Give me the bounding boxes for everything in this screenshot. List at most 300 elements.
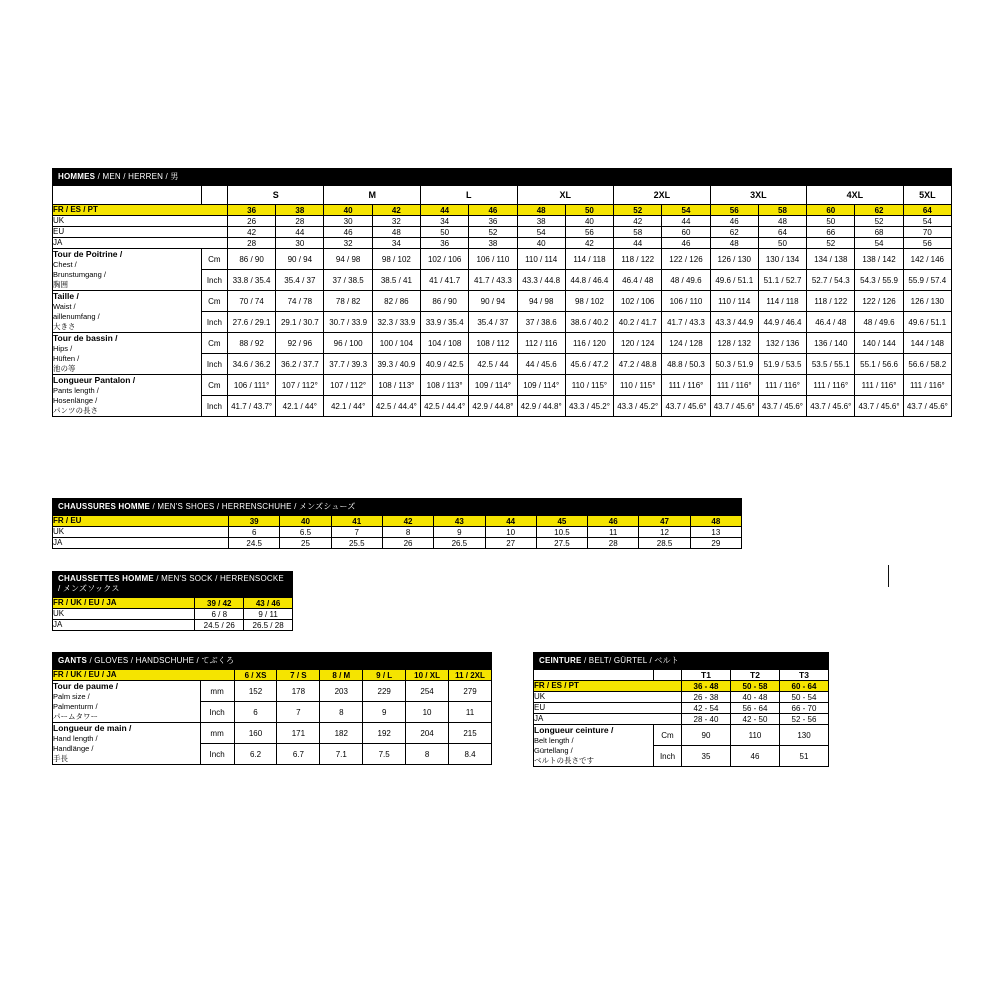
cell: 30 [276, 238, 324, 249]
cell: 32 [324, 238, 372, 249]
measure-sub: Brunstumgang / [53, 270, 106, 279]
cell: 50 [421, 227, 469, 238]
table-row [53, 527, 742, 538]
cell: 66 [807, 227, 855, 238]
men-fr-label: FR / ES / PT [53, 205, 228, 216]
cell: 90 [682, 725, 731, 746]
cell: 43.3 / 45.2° [614, 396, 662, 417]
men-row-label-ja: JA [53, 238, 228, 249]
cell: 107 / 112° [324, 375, 372, 396]
cell: 29 [690, 538, 741, 549]
cell: 86 / 90 [227, 249, 275, 270]
gloves-header-rest: / GLOVES / HANDSCHUHE / てぶくろ [89, 656, 235, 665]
socks-row-label-uk: UK [53, 609, 195, 620]
men-fr-8: 52 [614, 205, 662, 216]
shoes-table [52, 515, 742, 549]
cell: 44 [662, 216, 710, 227]
cell: 41.7 / 43.3 [469, 270, 517, 291]
cell: 54 [517, 227, 565, 238]
cell: 171 [277, 723, 320, 744]
cell: 55.9 / 57.4 [903, 270, 951, 291]
cell: 42 - 54 [682, 703, 731, 714]
cell: 122 / 126 [855, 291, 903, 312]
cell: 9 / L [363, 670, 406, 681]
cell: 114 / 118 [565, 249, 613, 270]
cell: 44 / 45.6 [517, 354, 565, 375]
cell: 34 [372, 238, 420, 249]
belt-row-label-ja: JA [534, 714, 682, 725]
cell: 62 [710, 227, 758, 238]
cell: 35 [682, 746, 731, 767]
cell: 41 [331, 516, 382, 527]
cell: 44.9 / 46.4 [758, 312, 806, 333]
measure-title: Tour de Poitrine / [53, 249, 123, 259]
cell: 42.9 / 44.8° [517, 396, 565, 417]
men-fr-11: 58 [758, 205, 806, 216]
men-table-header [52, 168, 952, 185]
cell: 52 - 56 [780, 714, 829, 725]
cell: 106 / 111° [227, 375, 275, 396]
group-s: S [227, 186, 324, 205]
group-2xl: 2XL [614, 186, 711, 205]
cell: 106 / 110 [662, 291, 710, 312]
unit-cm: Cm [201, 375, 227, 396]
cell: 43.7 / 45.6° [758, 396, 806, 417]
men-fr-4: 44 [421, 205, 469, 216]
cell: 28 - 40 [682, 714, 731, 725]
cell: 98 / 102 [565, 291, 613, 312]
cell: 43.3 / 44.8 [517, 270, 565, 291]
cell: 126 / 130 [710, 249, 758, 270]
cell: 56 [565, 227, 613, 238]
cell: 42.1 / 44° [276, 396, 324, 417]
cell: 90 / 94 [276, 249, 324, 270]
table-row [534, 725, 829, 746]
cell: 42 - 50 [731, 714, 780, 725]
cell: 40 - 48 [731, 692, 780, 703]
cell: 229 [363, 681, 406, 702]
cell: 47 [639, 516, 690, 527]
men-header-rest: / MEN / HERREN / 男 [97, 172, 179, 181]
cell: 94 / 98 [517, 291, 565, 312]
men-fr-7: 50 [565, 205, 613, 216]
cell: 111 / 116° [710, 375, 758, 396]
cell: 42 [565, 238, 613, 249]
cell: 118 / 122 [614, 249, 662, 270]
measure-label-palm-size [53, 681, 201, 723]
cell: 44 [485, 516, 536, 527]
cell: 36 [469, 216, 517, 227]
unit-inch: Inch [200, 744, 234, 765]
unit-cm: Cm [201, 249, 227, 270]
cell: 215 [449, 723, 492, 744]
measure-sub: Hüften / [53, 354, 80, 363]
cell: 78 / 82 [324, 291, 372, 312]
cell: 26.5 / 28 [244, 620, 293, 631]
cell: 70 / 74 [227, 291, 275, 312]
cell: 30 [324, 216, 372, 227]
cell: 48.8 / 50.3 [662, 354, 710, 375]
group-4xl: 4XL [807, 186, 904, 205]
cell: 108 / 112 [469, 333, 517, 354]
socks-row-label-ja: JA [53, 620, 195, 631]
cell: 10 / XL [406, 670, 449, 681]
socks-table [52, 597, 293, 631]
cell: 51.1 / 52.7 [758, 270, 806, 291]
shoes-row-label-ja: JA [53, 538, 229, 549]
cell: 108 / 113° [372, 375, 420, 396]
men-fr-12: 60 [807, 205, 855, 216]
cell: 43.3 / 44.9 [710, 312, 758, 333]
cell: 74 / 78 [276, 291, 324, 312]
cell: 43 [434, 516, 485, 527]
measure-sub: 池の等 [53, 364, 76, 373]
group-xl: XL [517, 186, 614, 205]
cell: 43.7 / 45.6° [855, 396, 903, 417]
cell: 54 [855, 238, 903, 249]
measure-sub: 胸囲 [53, 280, 68, 289]
belt-table-header [533, 652, 829, 669]
table-row [53, 238, 952, 249]
cell: 134 / 138 [807, 249, 855, 270]
gloves-header-bold: GANTS [58, 656, 87, 665]
cell: 7 / S [277, 670, 320, 681]
cell: 254 [406, 681, 449, 702]
cell: 37.7 / 39.3 [324, 354, 372, 375]
cell: 46.4 / 48 [807, 312, 855, 333]
measure-sub: パームタワー [53, 712, 98, 721]
cell: 7 [331, 527, 382, 538]
cell: 107 / 112° [276, 375, 324, 396]
socks-fr-label: FR / UK / EU / JA [53, 598, 195, 609]
cell: 25.5 [331, 538, 382, 549]
cell: 49.6 / 51.1 [710, 270, 758, 291]
cell: 42.5 / 44.4° [421, 396, 469, 417]
cell: 46 [731, 746, 780, 767]
men-fr-5: 46 [469, 205, 517, 216]
cell: 51 [780, 746, 829, 767]
cell: 94 / 98 [324, 249, 372, 270]
table-row [53, 620, 293, 631]
cell: 51.9 / 53.5 [758, 354, 806, 375]
cell: 43.7 / 45.6° [807, 396, 855, 417]
cell: 66 - 70 [780, 703, 829, 714]
cell: 42 [614, 216, 662, 227]
table-row [53, 538, 742, 549]
cell: 109 / 114° [517, 375, 565, 396]
cell: 182 [320, 723, 363, 744]
cell: 106 / 110 [469, 249, 517, 270]
cell: 38.6 / 40.2 [565, 312, 613, 333]
cell: 6 / 8 [195, 609, 244, 620]
measure-sub: Handlänge / [53, 744, 94, 753]
cell: 48 [758, 216, 806, 227]
cell: 52.7 / 54.3 [807, 270, 855, 291]
cell: 124 / 128 [662, 333, 710, 354]
cell: 7 [277, 702, 320, 723]
belt-data-table [533, 669, 829, 767]
cell: 42.5 / 44.4° [372, 396, 420, 417]
gloves-table [52, 652, 492, 765]
belt-table [533, 652, 829, 767]
cell: 8.4 [449, 744, 492, 765]
unit-inch: Inch [200, 702, 234, 723]
table-row [53, 249, 952, 270]
cell: 46.4 / 48 [614, 270, 662, 291]
cell: 118 / 122 [807, 291, 855, 312]
cell: 110 [731, 725, 780, 746]
cell: 203 [320, 681, 363, 702]
cell: 35.4 / 37 [469, 312, 517, 333]
belt-fr-row [534, 681, 829, 692]
cell: 50.3 / 51.9 [710, 354, 758, 375]
cell: 25 [280, 538, 331, 549]
cell: 7.5 [363, 744, 406, 765]
belt-header-bold: CEINTURE [539, 656, 582, 665]
cell: 37 / 38.5 [324, 270, 372, 291]
cell: 6 [234, 702, 277, 723]
cell: 46 [588, 516, 639, 527]
cell: 6.7 [277, 744, 320, 765]
men-fr-14: 64 [903, 205, 951, 216]
unit-inch: Inch [201, 270, 227, 291]
cell: 82 / 86 [372, 291, 420, 312]
measure-label-chest [53, 249, 202, 291]
cell: 43.3 / 45.2° [565, 396, 613, 417]
socks-header-rest: / MEN'S SOCK / HERRENSOCKE / メンズソックス [58, 574, 284, 593]
cell: 140 / 144 [855, 333, 903, 354]
measure-label-belt-length [534, 725, 654, 767]
measure-sub: Belt length / [534, 736, 574, 745]
cell: 108 / 113° [421, 375, 469, 396]
cell: 39 [229, 516, 280, 527]
cell: 28 [227, 238, 275, 249]
unit-inch: Inch [201, 312, 227, 333]
cell: 55.1 / 56.6 [855, 354, 903, 375]
cell: 130 / 134 [758, 249, 806, 270]
cell: 52 [807, 238, 855, 249]
cell: 26 [382, 538, 433, 549]
cell: 42 [227, 227, 275, 238]
cell: 40.2 / 41.7 [614, 312, 662, 333]
cell: 50 [807, 216, 855, 227]
shoes-table-header [52, 498, 742, 515]
cell: 8 [406, 744, 449, 765]
cell: 10 [406, 702, 449, 723]
cell: 45.6 / 47.2 [565, 354, 613, 375]
cell: 56 [903, 238, 951, 249]
cell: 160 [234, 723, 277, 744]
men-fr-10: 56 [710, 205, 758, 216]
cell: 36 - 48 [682, 681, 731, 692]
table-row [534, 703, 829, 714]
cell: 111 / 116° [758, 375, 806, 396]
cell: 10.5 [536, 527, 587, 538]
group-m: M [324, 186, 421, 205]
cell: 92 / 96 [276, 333, 324, 354]
cell: 50 - 54 [780, 692, 829, 703]
cell: 60 [662, 227, 710, 238]
belt-group-t2: T2 [731, 670, 780, 681]
cell: 46 [662, 238, 710, 249]
cell: 60 - 64 [780, 681, 829, 692]
measure-sub: Pants length / [53, 386, 99, 395]
table-row [53, 291, 952, 312]
shoes-fr-row [53, 516, 742, 527]
measure-title: Longueur Pantalon / [53, 375, 136, 385]
cell: 33.8 / 35.4 [227, 270, 275, 291]
cell: 9 [363, 702, 406, 723]
cell: 48 / 49.6 [855, 312, 903, 333]
measure-sub: Waist / [53, 302, 76, 311]
table-row [53, 333, 952, 354]
cell: 88 / 92 [227, 333, 275, 354]
cell: 130 [780, 725, 829, 746]
cell: 40 [517, 238, 565, 249]
measure-label-waist [53, 291, 202, 333]
cell: 104 / 108 [421, 333, 469, 354]
socks-fr-row [53, 598, 293, 609]
cell: 70 [903, 227, 951, 238]
cell: 39.3 / 40.9 [372, 354, 420, 375]
cell: 56.6 / 58.2 [903, 354, 951, 375]
belt-group-t1: T1 [682, 670, 731, 681]
belt-row-label-eu: EU [534, 703, 682, 714]
men-size-table [52, 168, 952, 417]
unit-mm: mm [200, 681, 234, 702]
cell: 6 [229, 527, 280, 538]
gloves-table-header [52, 652, 492, 669]
cell: 132 / 136 [758, 333, 806, 354]
measure-title: Tour de bassin / [53, 333, 118, 343]
cell: 111 / 116° [903, 375, 951, 396]
belt-header-rest: / BELT/ GÜRTEL / ベルト [583, 656, 679, 665]
table-row [53, 375, 952, 396]
cell: 41 / 41.7 [421, 270, 469, 291]
cell: 38 [469, 238, 517, 249]
cell: 39 / 42 [195, 598, 244, 609]
measure-title: Tour de paume / [53, 681, 119, 691]
cell: 26 [227, 216, 275, 227]
cell: 34.6 / 36.2 [227, 354, 275, 375]
cell: 45 [536, 516, 587, 527]
cell: 27.5 [536, 538, 587, 549]
cell: 9 / 11 [244, 609, 293, 620]
cell: 102 / 106 [421, 249, 469, 270]
measure-title: Taille / [53, 291, 79, 301]
men-fr-3: 42 [372, 205, 420, 216]
cell: 37 / 38.6 [517, 312, 565, 333]
cell: 50 - 58 [731, 681, 780, 692]
shoes-header-bold: CHAUSSURES HOMME [58, 502, 151, 511]
measure-sub: Palm size / [53, 692, 90, 701]
table-row [53, 216, 952, 227]
cell: 10 [485, 527, 536, 538]
cell: 102 / 106 [614, 291, 662, 312]
measure-sub: 大きさ [53, 322, 76, 331]
measure-sub: パンツの長さ [53, 406, 98, 415]
cell: 40 [280, 516, 331, 527]
cell: 35.4 / 37 [276, 270, 324, 291]
cell: 28 [588, 538, 639, 549]
cell: 32.3 / 33.9 [372, 312, 420, 333]
cell: 44.8 / 46.4 [565, 270, 613, 291]
group-l: L [421, 186, 518, 205]
cell: 52 [469, 227, 517, 238]
cell: 12 [639, 527, 690, 538]
measure-sub: 手長 [53, 754, 68, 763]
men-table [52, 185, 952, 417]
cell: 111 / 116° [662, 375, 710, 396]
group-5xl: 5XL [903, 186, 951, 205]
cell: 26.5 [434, 538, 485, 549]
socks-header-bold: CHAUSSETTES HOMME [58, 574, 154, 583]
cell: 40.9 / 42.5 [421, 354, 469, 375]
cell: 43.7 / 45.6° [710, 396, 758, 417]
cell: 48 / 49.6 [662, 270, 710, 291]
men-fr-row [53, 205, 952, 216]
measure-sub: Chest / [53, 260, 77, 269]
cell: 29.1 / 30.7 [276, 312, 324, 333]
cell: 53.5 / 55.1 [807, 354, 855, 375]
cell: 192 [363, 723, 406, 744]
unit-cm: Cm [201, 333, 227, 354]
unit-mm: mm [200, 723, 234, 744]
cell: 279 [449, 681, 492, 702]
measure-sub: Palmenturm / [53, 702, 98, 711]
cell: 52 [855, 216, 903, 227]
table-row [53, 227, 952, 238]
cell: 111 / 116° [807, 375, 855, 396]
cell: 6.5 [280, 527, 331, 538]
measure-label-hips [53, 333, 202, 375]
men-header-bold: HOMMES [58, 172, 96, 181]
table-row [53, 609, 293, 620]
belt-row-label-uk: UK [534, 692, 682, 703]
gloves-fr-label: FR / UK / EU / JA [53, 670, 235, 681]
cell: 86 / 90 [421, 291, 469, 312]
cell: 68 [855, 227, 903, 238]
cell: 109 / 114° [469, 375, 517, 396]
cell: 8 [382, 527, 433, 538]
cell: 24.5 / 26 [195, 620, 244, 631]
men-fr-0: 36 [227, 205, 275, 216]
unit-inch: Inch [201, 354, 227, 375]
cell: 64 [758, 227, 806, 238]
measure-sub: Gürtellang / [534, 746, 573, 755]
cell: 178 [277, 681, 320, 702]
unit-cm: Cm [201, 291, 227, 312]
cell: 13 [690, 527, 741, 538]
cell: 43.7 / 45.6° [903, 396, 951, 417]
cell: 9 [434, 527, 485, 538]
cell: 128 / 132 [710, 333, 758, 354]
table-row [534, 692, 829, 703]
cell: 58 [614, 227, 662, 238]
measure-title: Longueur de main / [53, 723, 132, 733]
cell: 46 [324, 227, 372, 238]
cell: 112 / 116 [517, 333, 565, 354]
cell: 7.1 [320, 744, 363, 765]
cell: 110 / 115° [565, 375, 613, 396]
men-fr-9: 54 [662, 205, 710, 216]
men-row-label-uk: UK [53, 216, 228, 227]
men-fr-13: 62 [855, 205, 903, 216]
group-3xl: 3XL [710, 186, 807, 205]
men-group-row [53, 186, 952, 205]
unit-inch: Inch [654, 746, 682, 767]
cell: 8 [320, 702, 363, 723]
